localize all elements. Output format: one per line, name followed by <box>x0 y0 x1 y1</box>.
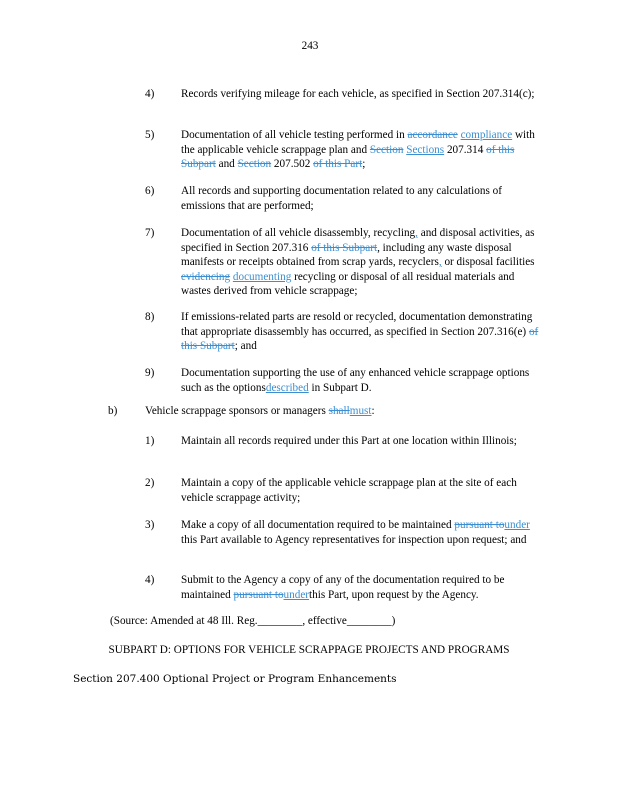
deleted-text: pursuant to <box>233 588 284 601</box>
body-text: Documentation supporting the use of any enhanced vehicle scrappage options such as the options <box>181 367 530 394</box>
list-a-item-number: 7) <box>145 227 155 239</box>
list-b-item-text <box>181 434 541 449</box>
list-b-item-number: 3) <box>145 519 155 531</box>
body-text: this Part available to Agency representatives for inspection upon request; and <box>181 533 527 546</box>
deleted-text: Section <box>237 158 272 170</box>
subsection-b-text <box>145 404 545 419</box>
body-text: , including any waste disposal manifests or receipts obtained from scrap yards, recyclers <box>181 241 512 268</box>
list-b-item-text <box>181 518 541 547</box>
deleted-text: of this Part <box>313 158 363 170</box>
deleted-text: evidencing <box>181 270 231 283</box>
list-b-item-number: 2) <box>145 477 155 489</box>
deleted-text: Section <box>369 143 404 156</box>
inserted-text: documenting <box>232 270 292 283</box>
list-b-item-number: 4) <box>145 574 155 586</box>
body-text: with the applicable vehicle scrappage plan and <box>181 129 535 156</box>
body-text: and <box>215 158 238 170</box>
body-text: or disposal facilities <box>441 256 535 268</box>
body-text: this Part, upon request by the Agency. <box>309 588 479 601</box>
subpart-heading: SUBPART D: OPTIONS FOR VEHICLE SCRAPPAGE PROJECTS AND PROGRAMS <box>108 644 510 656</box>
inserted-text: described <box>265 381 309 394</box>
body-text: recycling or disposal of all residual materials and wastes derived from vehicle scrappage; <box>181 270 515 297</box>
list-a-item-text <box>181 184 541 213</box>
body-text: If emissions-related parts are resold or recycled, documentation demonstrating that appropriate disassembly has occurred, as specified in Section 207.316(e) <box>181 311 533 338</box>
body-text: in Subpart D. <box>308 381 372 394</box>
body-text: Records verifying mileage for each vehicle, as specified in Section 207.314(c); <box>181 88 535 100</box>
list-a-item-number: 9) <box>145 367 155 379</box>
deleted-text: of this Subpart <box>311 241 378 254</box>
inserted-text: under <box>504 519 530 531</box>
inserted-text: compliance <box>460 129 513 141</box>
deleted-text: of this Subpart <box>181 143 515 170</box>
body-text: : <box>371 405 375 417</box>
section-heading: Section 207.400 Optional Project or Program Enhancements <box>73 673 397 685</box>
body-text: ; <box>362 158 366 170</box>
list-a-item-text <box>181 87 541 102</box>
deleted-text: of this Subpart <box>181 325 539 352</box>
body-text: 207.502 <box>271 158 314 170</box>
body-text: Maintain all records required under this Part at one location within Illinois; <box>181 435 517 447</box>
inserted-text: , <box>438 256 442 268</box>
body-text: Documentation of all vehicle disassembly, recycling <box>181 227 416 239</box>
list-a-item-number: 5) <box>145 129 155 141</box>
body-text: and disposal activities, as specified in Section 207.316 <box>181 227 535 254</box>
subsection-b-number: b) <box>108 405 118 417</box>
body-text: Make a copy of all documentation required to be maintained <box>181 519 455 531</box>
list-b-item-text <box>181 573 541 602</box>
body-text: Submit to the Agency a copy of any of the documentation required to be maintained <box>181 574 505 601</box>
body-text: ; and <box>234 340 257 352</box>
list-b-item-number: 1) <box>145 435 155 447</box>
list-a-item-text <box>181 226 541 299</box>
list-a-item-text <box>181 310 541 354</box>
body-text: All records and supporting documentation related to any calculations of emissions that are performed; <box>181 185 502 212</box>
list-a-item-number: 4) <box>145 88 155 100</box>
source-note: (Source: Amended at 48 Ill. Reg.________, effective________) <box>110 615 396 627</box>
inserted-text: , <box>415 227 418 239</box>
inserted-text: must <box>349 405 372 417</box>
list-a-item-text <box>181 366 541 395</box>
body-text: Documentation of all vehicle testing performed in <box>181 129 408 141</box>
deleted-text: pursuant to <box>454 519 505 531</box>
deleted-text: shall <box>328 405 350 417</box>
page-number: 243 <box>301 40 319 52</box>
inserted-text: Sections <box>406 143 445 156</box>
list-b-item-text <box>181 476 541 505</box>
deleted-text: accordance <box>407 129 458 141</box>
body-text: Vehicle scrappage sponsors or managers <box>145 405 329 417</box>
inserted-text: under <box>283 588 310 601</box>
body-text: Maintain a copy of the applicable vehicle scrappage plan at the site of each vehicle scrappage activity; <box>181 477 517 504</box>
list-a-item-number: 8) <box>145 311 155 323</box>
list-a-item-text <box>181 128 541 172</box>
list-a-item-number: 6) <box>145 185 155 197</box>
body-text: 207.314 <box>444 143 487 156</box>
